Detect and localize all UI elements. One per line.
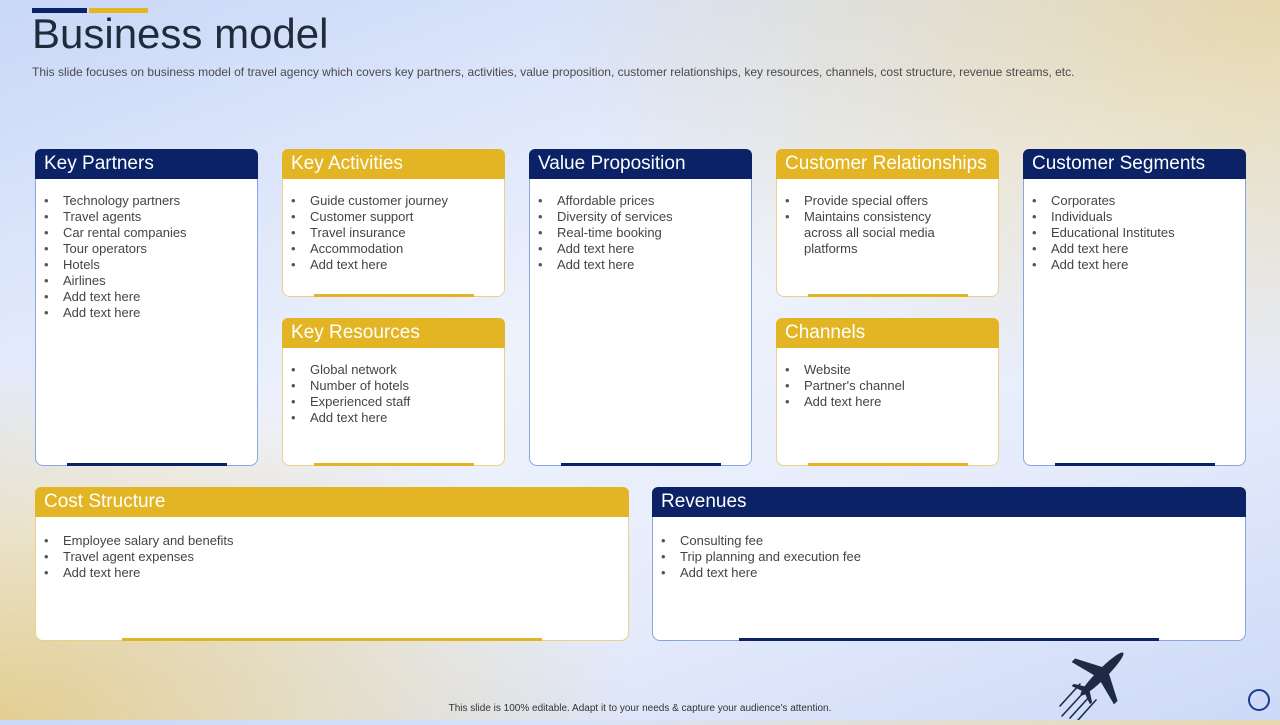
card-cost-structure — [35, 487, 629, 641]
card-revenues — [652, 487, 1246, 641]
list-item: • Add text here — [44, 289, 249, 305]
list-item: • Add text here — [1032, 241, 1237, 257]
page-title: Business model — [32, 10, 329, 57]
list-item: • Add text here — [44, 305, 249, 321]
list-item: • Trip planning and execution fee — [661, 549, 1237, 565]
card-value-proposition — [529, 149, 752, 466]
list-item: • Global network — [291, 362, 496, 378]
card-customer-relationships — [776, 149, 999, 297]
card-bottom-bar — [67, 463, 227, 466]
list-item: • Add text here — [785, 394, 990, 410]
card-bottom-bar — [808, 463, 968, 466]
list-item: • Accommodation — [291, 241, 496, 257]
list-item: • Educational Institutes — [1032, 225, 1237, 241]
list-item: • Travel insurance — [291, 225, 496, 241]
list-item: • Partner's channel — [785, 378, 990, 394]
list-item: • Provide special offers — [785, 193, 938, 209]
card-title: Value Proposition — [529, 149, 752, 179]
list-item: • Experienced staff — [291, 394, 496, 410]
card-bottom-bar — [122, 638, 542, 641]
card-title: Customer Segments — [1023, 149, 1246, 179]
list-item: • Add text here — [291, 257, 496, 273]
card-list — [785, 193, 938, 257]
list-item: • Airlines — [44, 273, 249, 289]
list-item: • Travel agents — [44, 209, 249, 225]
card-title: Customer Relationships — [776, 149, 999, 179]
card-bottom-bar — [561, 463, 721, 466]
list-item: • Travel agent expenses — [44, 549, 620, 565]
card-list — [44, 533, 620, 581]
list-item: • Customer support — [291, 209, 496, 225]
card-bottom-bar — [808, 294, 968, 297]
card-customer-segments — [1023, 149, 1246, 466]
page-subtitle: This slide focuses on business model of travel agency which covers key partners, activities, value proposition, customer relationships, key resources, channels, cost structure, revenue streams, etc. — [32, 65, 1075, 79]
card-list — [1032, 193, 1237, 273]
list-item: • Add text here — [291, 410, 496, 426]
card-title: Cost Structure — [35, 487, 629, 517]
list-item: • Tour operators — [44, 241, 249, 257]
card-list — [538, 193, 743, 273]
card-list — [661, 533, 1237, 581]
card-list — [291, 362, 496, 426]
card-channels — [776, 318, 999, 466]
footer-note: This slide is 100% editable. Adapt it to your needs & capture your audience's attention. — [448, 703, 832, 714]
card-title: Key Partners — [35, 149, 258, 179]
list-item: • Diversity of services — [538, 209, 743, 225]
card-key-activities — [282, 149, 505, 297]
card-list — [291, 193, 496, 273]
list-item: • Add text here — [1032, 257, 1237, 273]
card-list — [785, 362, 990, 410]
list-item: • Add text here — [538, 257, 743, 273]
card-bottom-bar — [1055, 463, 1215, 466]
list-item: • Maintains consistency across all social media platforms — [785, 209, 938, 257]
list-item: • Hotels — [44, 257, 249, 273]
list-item: • Consulting fee — [661, 533, 1237, 549]
list-item: • Add text here — [44, 565, 620, 581]
list-item: • Add text here — [661, 565, 1237, 581]
list-item: • Individuals — [1032, 209, 1237, 225]
list-item: • Affordable prices — [538, 193, 743, 209]
list-item: • Technology partners — [44, 193, 249, 209]
card-bottom-bar — [314, 463, 474, 466]
list-item: • Guide customer journey — [291, 193, 496, 209]
card-title: Key Resources — [282, 318, 505, 348]
card-title: Revenues — [652, 487, 1246, 517]
card-title: Channels — [776, 318, 999, 348]
list-item: • Add text here — [538, 241, 743, 257]
list-item: • Real-time booking — [538, 225, 743, 241]
card-bottom-bar — [314, 294, 474, 297]
card-list — [44, 193, 249, 321]
card-key-resources — [282, 318, 505, 466]
card-key-partners — [35, 149, 258, 466]
list-item: • Corporates — [1032, 193, 1237, 209]
list-item: • Car rental companies — [44, 225, 249, 241]
list-item: • Number of hotels — [291, 378, 496, 394]
list-item: • Website — [785, 362, 990, 378]
list-item: • Employee salary and benefits — [44, 533, 620, 549]
card-title: Key Activities — [282, 149, 505, 179]
